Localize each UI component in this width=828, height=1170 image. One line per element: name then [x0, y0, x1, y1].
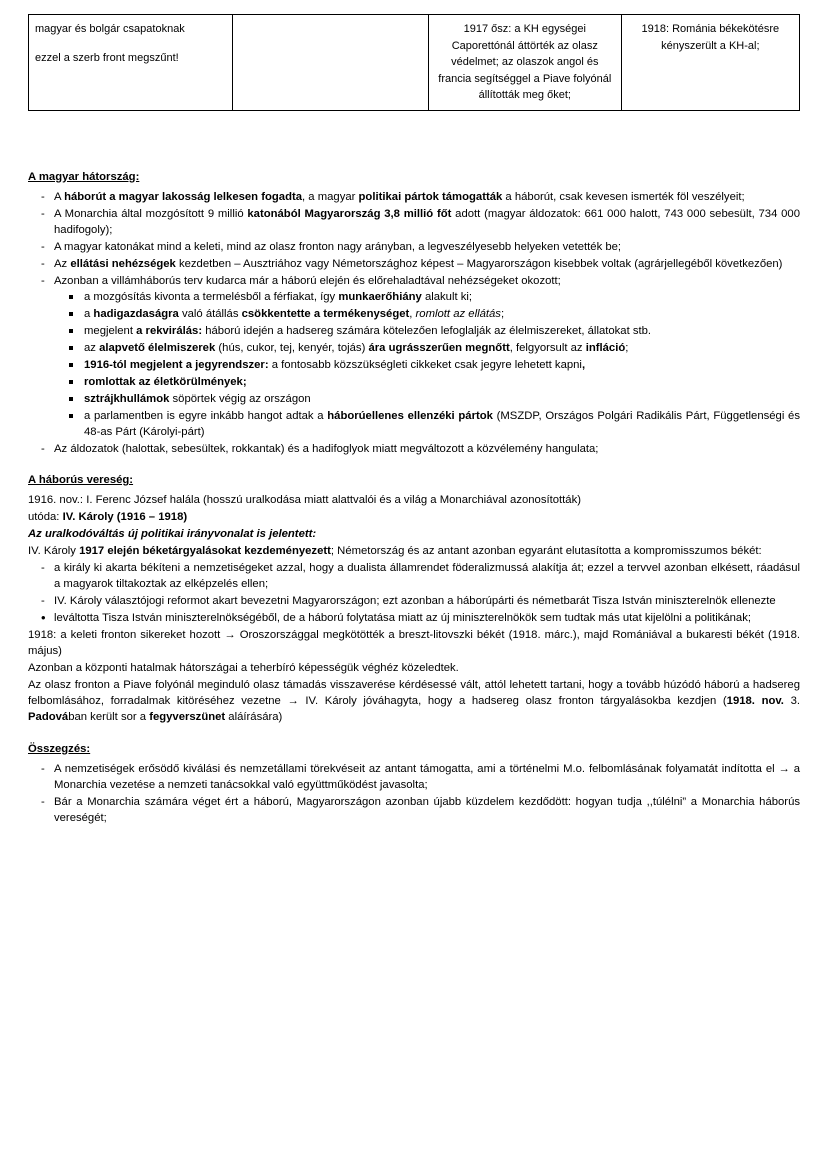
list-item-text: IV. Károly választójogi reformot akart bevezetni Magyarországon; ezt azonban a háborúpárti és németbarát Tisza István miniszterelnök ellenezte — [54, 595, 776, 608]
list-item-text: a király ki akarta békíteni a nemzetiségeket azzal, hogy a dualista államrendet föderalizmussá alakítja át; ezzel a tervvel azonban elkésett, ráadásul a magyarok tiltakoztak az elképzelés ellen; — [54, 562, 800, 591]
list-item — [28, 256, 800, 272]
list-item — [54, 374, 800, 390]
utoda-prefix: utóda: — [28, 511, 63, 524]
paragraph-ferenc-jozsef: 1916. nov.: I. Ferenc József halála (hosszú uralkodása miatt alattvalói és a világ a Monarchiával azonosították) — [28, 494, 582, 507]
summary-table — [28, 14, 800, 111]
list-item-text: Az áldozatok (halottak, sebesültek, rokkantak) és a hadifoglyok miatt megváltozott a közvélemény hangulata; — [54, 443, 599, 455]
paragraph-piave-fegyverszunet: Az olasz fronton a Piave folyónál meginduló olasz támadás visszaverése kérdésessé vált, attól lehetett tartani, hogy a tovább húzódó háború a hadsereg felbomlásához, forradalmak kitöréséhez vezetne → IV. Károly jóváhagyta, hogy a hadsereg olasz fronton tárgyalásokba kezdjen (1918. nov. 3. Padovában került sor a fegyverszünet aláírására) — [28, 679, 800, 724]
paragraph-hatorszagok: Azonban a központi hatalmak hátországai a teherbíró képességük véghéz közeledtek. — [28, 662, 459, 675]
list-item — [28, 560, 800, 592]
spacer — [28, 727, 800, 741]
list-item-text: a mozgósítás kivonta a termelésből a férfiakat, így munkaerőhiány alakult ki; — [84, 290, 473, 303]
list-item — [28, 761, 800, 793]
paragraph-keleti-front: 1918: a keleti fronton sikereket hozott → Oroszországgal megkötötték a breszt-litovszki békét (1918. márc.), majd Romániával a bukaresti békét (1918. május) — [28, 629, 800, 658]
table-cell-caporetto — [428, 15, 621, 111]
list-item-text: Az ellátási nehézségek kezdetben – Ausztriához vagy Németországhoz képest – Magyarországon kisebbek voltak (agrárjellegéből következően) — [54, 257, 783, 270]
paragraph-beketargyalasok: IV. Károly 1917 elején béketárgyalásokat kezdeményezett; Németország és az antant azonban egyaránt elutasította a kompromisszumos békét: — [28, 545, 762, 558]
table-cell-empty — [232, 15, 428, 111]
list-item — [54, 391, 800, 407]
section-title-hatorszag: A magyar hátország: — [28, 170, 140, 183]
cell-line-1: magyar és bolgár csapatoknak — [35, 23, 185, 35]
list-item-text: leváltotta Tisza István miniszterelnökségéből, de a háború folytatása miatt az új miniszterelnökök sem tudtak más utat kijelölni a politikának; — [54, 612, 751, 625]
list-item-text: A Monarchia által mozgósított 9 millió katonából Magyarország 3,8 millió főt adott (magyar áldozatok: 661 000 halott, 743 000 sebesült, 734 000 hadifogoly); — [54, 207, 800, 236]
cell-line-2: ezzel a szerb front megszűnt! — [35, 51, 179, 64]
list-item-text: A háborút a magyar lakosság lelkesen fogadta, a magyar politikai pártok támogatták a háborút, csak kevesen ismerték föl veszélyeit; — [54, 190, 745, 203]
list-item-text: a hadigazdaságra való átállás csökkentette a termékenységet, romlott az ellátás; — [84, 307, 505, 320]
list-item — [28, 794, 800, 826]
list-item-text: Azonban a villámháborús terv kudarca már a háború elején és előrehaladtával nehézségeket okozott; — [54, 274, 561, 287]
table-row — [29, 15, 800, 111]
list-item-text: A magyar katonákat mind a keleti, mind az olasz fronton nagy arányban, a legveszélyesebb helyeken vetették be; — [54, 240, 622, 253]
spacer — [28, 458, 800, 472]
list-item-text: az alapvető élelmiszerek (hús, cukor, tej, kenyér, tojás) ára ugrásszerűen megnőtt, felgyorsult az infláció; — [84, 341, 629, 354]
list-item — [54, 357, 800, 373]
list-item-text: a parlamentben is egyre inkább hangot adtak a háborúellenes ellenzéki pártok (MSZDP, Országos Polgári Radikális Párt, Függetlenségi és 48-as Párt (Károlyi-párt) — [84, 409, 800, 438]
spacer — [28, 111, 800, 169]
list-item-text: romlottak az életkörülmények; — [84, 375, 247, 388]
list-osszegzes — [28, 761, 800, 826]
section-title-osszegzes: Összegzés: — [28, 742, 91, 755]
list-item — [28, 610, 800, 626]
list-item-text: megjelent a rekvirálás: háború idején a hadsereg számára kötelezően lefoglalják az élelmiszereket, állatokat stb. — [84, 324, 652, 337]
list-item — [54, 289, 800, 305]
list-item — [28, 593, 800, 609]
list-vereseg — [28, 560, 800, 626]
table-cell-romania — [621, 15, 799, 111]
list-item-text: 1916-tól megjelent a jegyrendszer: a fontosabb közszükségleti cikkeket csak jegyre lehetett kapni, — [84, 358, 586, 371]
list-item — [28, 206, 800, 238]
list-item-text: A nemzetiségek erősödő kiválási és nemzetállami törekvéseit az antant támogatta, ami a történelmi M.o. felbomlásának folyamatát indította el → a Monarchia vezetése a nemzeti tanácsokkal való együttműködést javasolta; — [54, 762, 800, 791]
list-item — [54, 323, 800, 339]
cell-caporetto-text: 1917 ősz: a KH egységei Caporettónál áttörték az olasz védelmet; az olaszok angol és francia segítséggel a Piave folyónál állították meg őket; — [438, 23, 612, 101]
list-item-text: Bár a Monarchia számára véget ért a háború, Magyarországon azonban újabb küzdelem kezdődött: hogyan tudja ,,túlélni” a Monarchia háborús vereségét; — [54, 795, 800, 824]
cell-romania-text: 1918: Románia békekötésre kényszerült a KH-al; — [641, 23, 780, 52]
list-hatorszag — [28, 189, 800, 458]
list-item — [28, 441, 800, 457]
paragraph-uj-iranyvonal: Az uralkodóváltás új politikai irányvonalat is jelentett: — [28, 528, 317, 541]
paragraph-utoda — [28, 509, 800, 525]
list-item — [28, 273, 800, 440]
utoda-name: IV. Károly (1916 – 1918) — [62, 511, 188, 524]
nested-list — [54, 289, 800, 440]
list-item — [54, 340, 800, 356]
list-item-text: sztrájkhullámok söpörtek végig az országon — [84, 392, 311, 405]
section-title-vereseg: A háborús vereség: — [28, 474, 134, 487]
list-item — [28, 239, 800, 255]
list-item — [54, 306, 800, 322]
list-item — [54, 408, 800, 440]
table-cell-hungarian-bulgarian — [29, 15, 233, 111]
list-item — [28, 189, 800, 205]
